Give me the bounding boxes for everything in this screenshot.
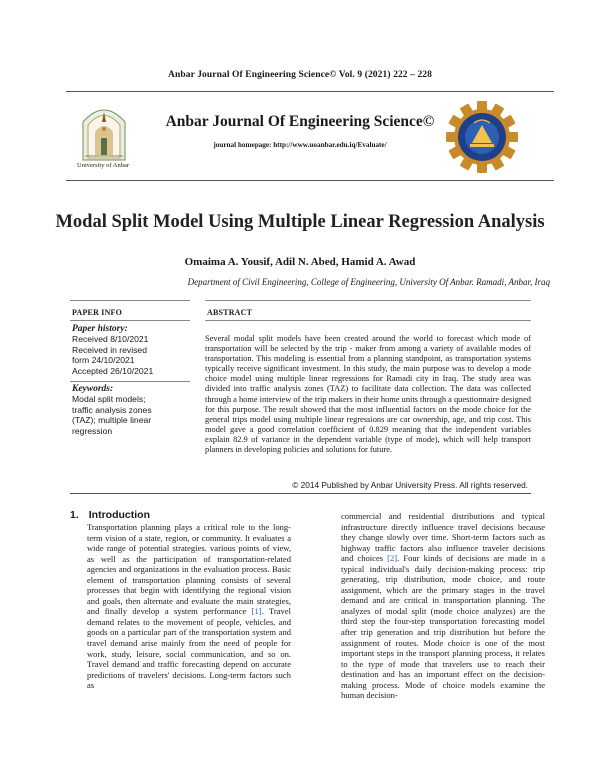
abstract-heading: ABSTRACT [207,308,253,317]
university-caption: University of Anbar [77,162,129,169]
author-list: Omaima A. Yousif, Adil N. Abed, Hamid A. Awad [184,256,416,268]
section-title: Introduction [88,509,151,521]
citation-link[interactable]: [2] [387,553,398,564]
citation-link[interactable]: [1] [251,606,262,617]
intro-text: . Travel demand relates to the movement of people, vehicles, and goods on a particular part of the transportation system and travel demand arise mainly from the need of people for work, study, leisure, social communication, and so on. Travel demand and traffic forecasting depend on accurate predictions of travelers' decisions. Long-term factors such as [87,606,291,691]
abstract-top-rule [205,300,531,301]
keyword-line: (TAZ); multiple linear [72,415,152,426]
journal-title: Anbar Journal Of Engineering Science© [165,113,435,130]
intro-paragraph-left [87,522,291,691]
intro-text: Transportation planning plays a critical role to the long-term vision of a state, region, or community. It evaluates a wide range of potential strategies. various points of view, as well as the participation of transportation-related agencies and organizations in the evaluation process. Basic element of transportation planning consists of several processes that begin with identifying the regional vision and goals, then alternate and evaluate the main strategies, and finally develop a system performance [87,522,291,617]
abstract-heading-rule [205,320,531,321]
intro-text: commercial and residential distributions and typical infrastructure directly influence travel decisions because they change slowly over time. Short-term factors such as highway traffic factors also influence traveler decisions and choices [341,511,545,564]
keyword-line: traffic analysis zones [72,404,152,415]
abstract-bottom-rule [70,493,531,494]
keywords-block [72,384,192,436]
intro-right-column [341,511,545,701]
history-line: form 24/10/2021 [72,355,135,366]
running-header: Anbar Journal Of Engineering Science© Vol. 9 (2021) 222 – 228 [168,70,432,80]
introduction-heading [70,509,160,521]
paper-info-heading: PAPER INFO [72,308,123,317]
paper-history [72,324,192,376]
history-line: Received in revised [72,344,147,355]
history-line: Received 8/10/2021 [72,334,149,344]
paper-history-label: Paper history: [72,324,128,334]
university-logo [75,98,133,162]
paper-history-rule [70,381,190,382]
paper-info-top-rule [70,300,190,301]
intro-left-column [87,522,291,691]
keywords-label: Keywords: [72,384,114,394]
journal-homepage-link[interactable]: journal homepage: http://www.uoanbar.edu.iq/Evaluate/ [213,141,387,149]
copyright-notice: © 2014 Published by Anbar University Press. All rights reserved. [292,480,528,490]
keyword-line: regression [72,425,113,436]
journal-gear-logo [444,99,520,175]
intro-text: . Four kinds of decisions are made in a typical individual's daily decision-making process: trip generating, trip distribution, mode choice, and route assignment, which are the primary stages in the travel demand and are critical in transportation planning. The analyzes of modal split (mode choice analyzes) are the third step the four-step transportation forecasting model after trip generation and trip distribution but before the assignment of routes. Mode choice is one of the most important steps in the transport planning process, it relates to the type of mode that travelers use to reach their destination and has an important effect on the decision-making process. Mode of choice models examine the human decision- [341,553,545,701]
section-number: 1. [70,509,79,521]
intro-paragraph-right [341,511,545,701]
abstract-body [205,334,531,455]
paper-title: Modal Split Model Using Multiple Linear Regression Analysis [55,212,545,232]
abstract-paragraph: Several modal split models have been created around the world to forecast which mode of transportation will be selected by the trip - maker from among a variety of available modes of transportation. This modeling is essential from a planning standpoint, as transportation systems typically receive significant investment. In this study, the main purpose was to develop a mode choice model using multiple linear regressions for Ramadi city in Iraq. The study area was divided into traffic analysis zones (TAZ) to facilitate data collection. The data was collected through a home interview of the trip makers in their home units through a questionnaire designed for this purpose. The result showed that the most influential factors on the mode choice for the general trips model using multiple linear regressions are car ownership, age, and trip cost. This model gave a good correlation coefficient of 0.829 meaning that the independent variables explain 82.9 of variance in the dependent variable (type of mode), which will help transport planners in developing policies and solutions for future. [205,334,531,455]
keyword-line: Modal split models; [72,394,146,404]
author-affiliation: Department of Civil Engineering, College of Engineering, University Of Anbar. Ramadi, Anbar, Iraq [187,277,550,287]
history-line: Accepted 26/10/2021 [72,365,154,376]
paper-info-heading-rule [70,320,190,321]
